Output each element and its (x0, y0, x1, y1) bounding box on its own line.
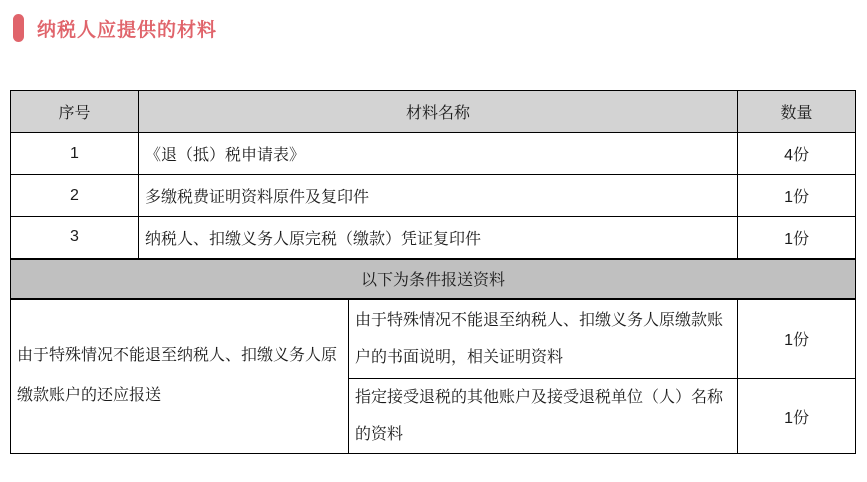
row-quantity: 1份 (738, 175, 856, 217)
conditional-quantity: 1份 (738, 299, 856, 379)
row-index: 2 (11, 175, 139, 217)
conditional-row (11, 299, 856, 379)
page-title: 纳税人应提供的材料 (37, 19, 218, 41)
section-title (13, 13, 867, 43)
conditional-band-row (11, 259, 856, 299)
table-row (11, 217, 856, 259)
conditional-band-label: 以下为条件报送资料 (11, 259, 856, 299)
row-quantity: 1份 (738, 217, 856, 259)
header-index: 序号 (11, 91, 139, 133)
table-header-row (11, 91, 856, 133)
row-material-name: 纳税人、扣缴义务人原完税（缴款）凭证复印件 (139, 217, 738, 259)
row-index: 3 (11, 217, 139, 259)
table-row (11, 133, 856, 175)
materials-table (10, 90, 856, 454)
title-accent-bar-icon (13, 14, 24, 42)
row-material-name: 《退（抵）税申请表》 (139, 133, 738, 175)
row-index: 1 (11, 133, 139, 175)
conditional-quantity: 1份 (738, 379, 856, 454)
row-quantity: 4份 (738, 133, 856, 175)
table-row (11, 175, 856, 217)
row-material-name: 多缴税费证明资料原件及复印件 (139, 175, 738, 217)
header-quantity: 数量 (738, 91, 856, 133)
conditional-condition-cell: 由于特殊情况不能退至纳税人、扣缴义务人原缴款账户的还应报送 (11, 299, 349, 454)
conditional-material-name: 由于特殊情况不能退至纳税人、扣缴义务人原缴款账户的书面说明，相关证明资料 (349, 299, 738, 379)
conditional-material-name: 指定接受退税的其他账户及接受退税单位（人）名称的资料 (349, 379, 738, 454)
header-material-name: 材料名称 (139, 91, 738, 133)
